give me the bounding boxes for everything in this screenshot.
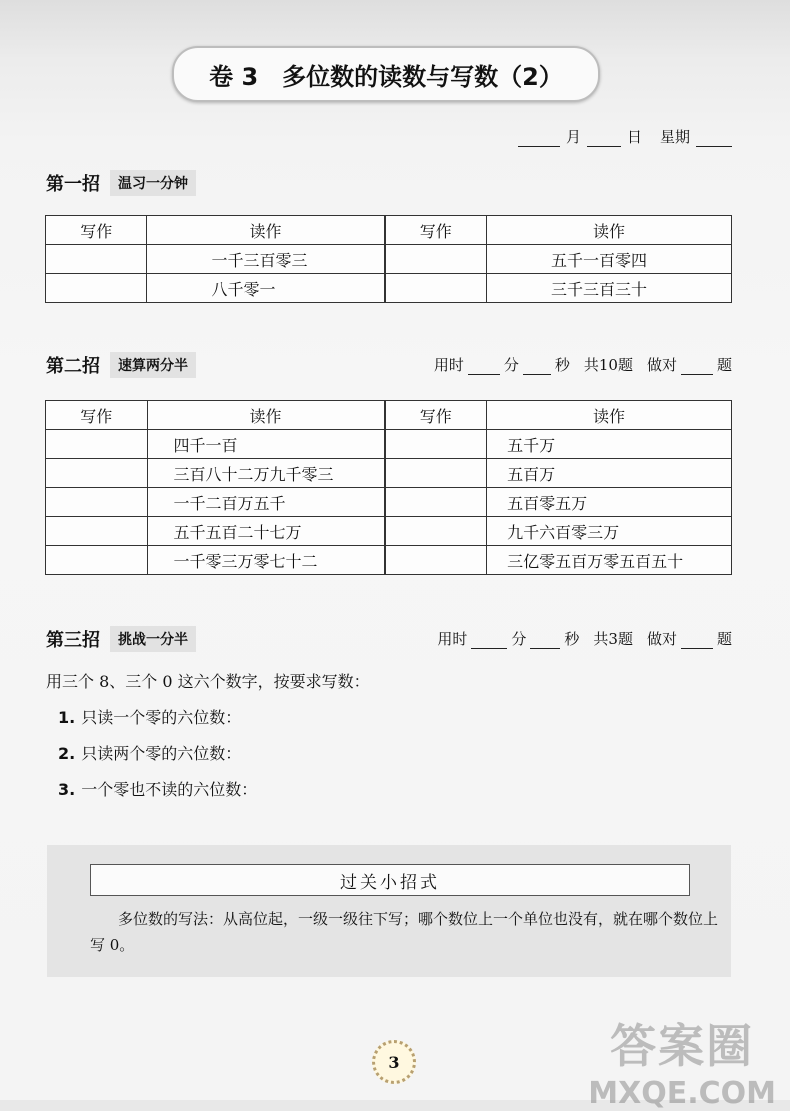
section2-tag: 速算两分半 — [110, 352, 196, 378]
header-read: 读作 — [487, 401, 732, 430]
second-label: 秒 — [554, 356, 570, 374]
section1-header — [46, 170, 196, 196]
section1-name: 第一招 — [46, 174, 100, 195]
write-cell[interactable] — [46, 546, 148, 575]
weekday-blank[interactable] — [696, 130, 732, 147]
section2-name: 第二招 — [46, 356, 100, 377]
write-cell[interactable] — [385, 430, 487, 459]
section3-header — [46, 626, 196, 652]
table-row — [46, 517, 732, 546]
time-label: 用时 — [437, 630, 468, 648]
section2-table — [45, 400, 732, 575]
section3-tag: 挑战一分半 — [110, 626, 196, 652]
page-number: 3 — [372, 1040, 416, 1084]
header-read: 读作 — [486, 216, 731, 245]
write-cell[interactable] — [385, 459, 487, 488]
question-text: 只读两个零的六位数： — [81, 744, 242, 763]
section1-table — [45, 215, 732, 303]
page-title — [172, 46, 600, 102]
correct-blank[interactable] — [681, 632, 713, 649]
month-blank[interactable] — [518, 130, 560, 147]
table-row — [46, 488, 732, 517]
read-cell: 三亿零五百万零五百五十 — [487, 546, 732, 575]
watermark-line2: MXQE.COM — [588, 1076, 776, 1111]
table-header-row — [46, 216, 732, 245]
write-cell[interactable] — [46, 430, 148, 459]
read-cell: 一千二百万五千 — [147, 488, 384, 517]
read-cell: 五百万 — [487, 459, 732, 488]
title-number: 卷 3 — [209, 62, 259, 91]
read-cell: 一千三百零三 — [147, 245, 385, 274]
header-write: 写作 — [46, 401, 148, 430]
table-row — [46, 430, 732, 459]
section3-name: 第三招 — [46, 630, 100, 651]
total-label: 共10题 — [583, 356, 633, 374]
read-cell: 三百八十二万九千零三 — [147, 459, 384, 488]
question-number: 2. — [58, 744, 76, 763]
question-number: 1. — [58, 708, 76, 727]
question-1[interactable] — [58, 705, 241, 728]
section2-header — [46, 352, 196, 378]
section3-intro: 用三个 8、三个 0 这六个数字，按要求写数： — [46, 672, 370, 691]
tip-title: 过关小招式 — [90, 864, 690, 896]
second-blank[interactable] — [523, 358, 551, 375]
total-label: 共3题 — [593, 630, 633, 648]
watermark-line1: 答案圈 — [610, 1019, 755, 1073]
minute-label: 分 — [503, 356, 519, 374]
read-cell: 八千零一 — [147, 274, 385, 303]
question-text: 只读一个零的六位数： — [81, 708, 242, 727]
time-label: 用时 — [433, 356, 464, 374]
header-write: 写作 — [385, 216, 487, 245]
minute-blank[interactable] — [471, 632, 507, 649]
second-label: 秒 — [564, 630, 580, 648]
unit-label: 题 — [716, 356, 732, 374]
write-cell[interactable] — [46, 488, 148, 517]
read-cell: 五千万 — [487, 430, 732, 459]
write-cell[interactable] — [46, 459, 148, 488]
table-header-row — [46, 401, 732, 430]
header-read: 读作 — [147, 216, 385, 245]
section1-tag: 温习一分钟 — [110, 170, 196, 196]
section3-stats — [437, 628, 732, 649]
write-cell[interactable] — [385, 517, 487, 546]
write-cell[interactable] — [385, 488, 487, 517]
unit-label: 题 — [716, 630, 732, 648]
read-cell: 三千三百三十 — [486, 274, 731, 303]
second-blank[interactable] — [530, 632, 560, 649]
day-label: 日 — [626, 128, 642, 146]
read-cell: 一千零三万零七十二 — [147, 546, 384, 575]
write-cell[interactable] — [385, 546, 487, 575]
table-row — [46, 459, 732, 488]
read-cell: 五百零五万 — [487, 488, 732, 517]
header-write: 写作 — [46, 216, 147, 245]
write-cell[interactable] — [46, 517, 148, 546]
watermark — [588, 1010, 776, 1111]
read-cell: 五千一百零四 — [486, 245, 731, 274]
question-text: 一个零也不读的六位数： — [81, 780, 258, 799]
correct-label: 做对 — [646, 356, 677, 374]
title-text: 多位数的读数与写数（2） — [282, 62, 563, 91]
table-row — [46, 274, 732, 303]
question-3[interactable] — [58, 777, 257, 800]
write-cell[interactable] — [385, 274, 487, 303]
tip-text: 多位数的写法：从高位起，一级一级往下写；哪个数位上一个单位也没有，就在哪个数位上写 0。 — [90, 910, 719, 954]
question-2[interactable] — [58, 741, 241, 764]
day-blank[interactable] — [587, 130, 621, 147]
header-read: 读作 — [147, 401, 384, 430]
section2-stats — [434, 354, 732, 375]
month-label: 月 — [565, 128, 581, 146]
read-cell: 五千五百二十七万 — [147, 517, 384, 546]
table-row — [46, 245, 732, 274]
write-cell[interactable] — [385, 245, 487, 274]
question-number: 3. — [58, 780, 76, 799]
read-cell: 九千六百零三万 — [487, 517, 732, 546]
date-line — [518, 126, 732, 147]
write-cell[interactable] — [46, 274, 147, 303]
minute-blank[interactable] — [468, 358, 500, 375]
correct-blank[interactable] — [681, 358, 713, 375]
correct-label: 做对 — [646, 630, 677, 648]
read-cell: 四千一百 — [147, 430, 384, 459]
header-write: 写作 — [385, 401, 487, 430]
weekday-label: 星期 — [659, 128, 690, 146]
minute-label: 分 — [511, 630, 527, 648]
table-row — [46, 546, 732, 575]
write-cell[interactable] — [46, 245, 147, 274]
